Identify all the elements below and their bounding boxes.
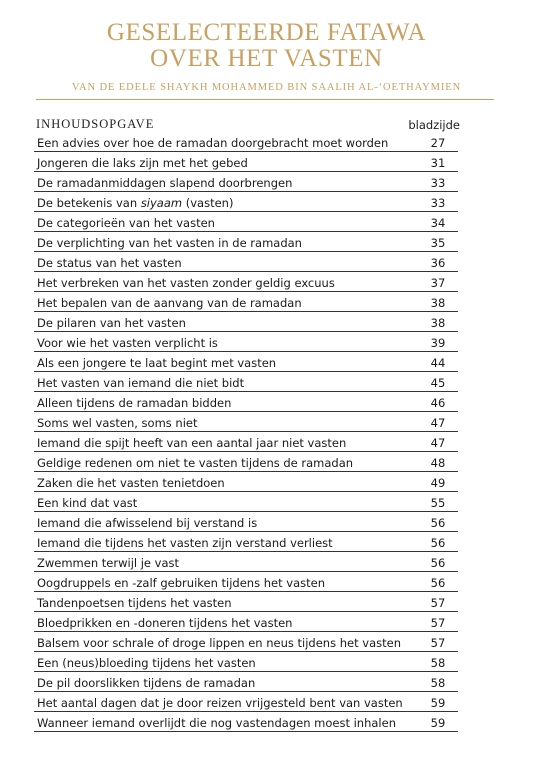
toc-entry-page: 56 [430, 536, 446, 550]
toc-entry [34, 632, 458, 652]
toc-entry-title-part: (vasten) [182, 196, 234, 210]
toc-entry-title: Bloedprikken en -doneren tijdens het vasten [37, 616, 293, 630]
toc-entry-title: Zwemmen terwijl je vast [37, 556, 180, 570]
toc-entry-page: 56 [430, 556, 446, 570]
toc-entry [34, 532, 458, 552]
toc-entry [34, 252, 458, 272]
toc-entry-title: Een kind dat vast [37, 496, 138, 510]
toc-entry-page: 46 [430, 396, 446, 410]
toc-entry-page: 57 [430, 636, 446, 650]
toc-entry [34, 212, 458, 232]
toc-entry-page: 47 [430, 436, 446, 450]
toc-entry-title: Het bepalen van de aanvang van de ramadan [37, 296, 302, 310]
toc-entry [34, 372, 458, 392]
toc-entry [34, 232, 458, 252]
toc-entry [34, 332, 458, 352]
title-line-1: GESELECTEERDE FATAWA [106, 19, 427, 46]
document-title [0, 20, 533, 72]
toc-entry-page: 56 [430, 576, 446, 590]
toc-entry-title-italic: siyaam [140, 196, 183, 210]
table-of-contents [34, 132, 458, 732]
toc-entry-title: De status van het vasten [37, 256, 182, 270]
toc-entry [34, 412, 458, 432]
toc-entry-page: 33 [430, 196, 446, 210]
toc-entry-title: Een advies over hoe de ramadan doorgebracht moet worden [37, 136, 389, 150]
toc-entry-title: Een (neus)bloeding tijdens het vasten [37, 656, 256, 670]
header-divider [36, 99, 494, 100]
toc-entry-title: Voor wie het vasten verplicht is [37, 336, 218, 350]
toc-entry [34, 472, 458, 492]
toc-entry-title: Iemand die tijdens het vasten zijn verstand verliest [37, 536, 333, 550]
toc-entry-title: Balsem voor schrale of droge lippen en neus tijdens het vasten [37, 636, 401, 650]
toc-entry-page: 39 [430, 336, 446, 350]
toc-entry-page: 56 [430, 516, 446, 530]
toc-entry-title: Soms wel vasten, soms niet [37, 416, 198, 430]
toc-entry-title: Het aantal dagen dat je door reizen vrijgesteld bent van vasten [37, 696, 403, 710]
toc-entry [34, 592, 458, 612]
toc-entry-page: 38 [430, 316, 446, 330]
toc-entry [34, 152, 458, 172]
toc-entry [34, 272, 458, 292]
toc-entry-page: 36 [430, 256, 446, 270]
toc-heading: INHOUDSOPGAVE [36, 117, 155, 131]
toc-entry-title-part: De betekenis van [37, 196, 141, 210]
toc-entry-page: 33 [430, 176, 446, 190]
toc-entry-page: 47 [430, 416, 446, 430]
toc-entry [34, 312, 458, 332]
toc-entry-title: De ramadanmiddagen slapend doorbrengen [37, 176, 293, 190]
toc-entry [34, 512, 458, 532]
toc-entry [34, 292, 458, 312]
toc-entry-title: Iemand die spijt heeft van een aantal jaar niet vasten [37, 436, 347, 450]
toc-entry-title: Alleen tijdens de ramadan bidden [37, 396, 232, 410]
toc-entry-page: 35 [430, 236, 446, 250]
toc-entry [34, 652, 458, 672]
toc-entry-page: 31 [430, 156, 446, 170]
toc-entry-title: Jongeren die laks zijn met het gebed [37, 156, 248, 170]
toc-entry-title: De pilaren van het vasten [37, 316, 186, 330]
toc-entry-page: 48 [430, 456, 446, 470]
toc-entry [34, 492, 458, 512]
toc-entry-title: Oogdruppels en -zalf gebruiken tijdens het vasten [37, 576, 325, 590]
toc-entry [34, 352, 458, 372]
toc-entry-page: 37 [430, 276, 446, 290]
toc-entry-page: 58 [430, 676, 446, 690]
toc-entry-page: 55 [430, 496, 446, 510]
toc-entry-title: Het vasten van iemand die niet bidt [37, 376, 245, 390]
toc-entry-title: De verplichting van het vasten in de ramadan [37, 236, 302, 250]
toc-entry [34, 452, 458, 472]
toc-entry-title: Geldige redenen om niet te vasten tijdens de ramadan [37, 456, 354, 470]
toc-entry [34, 712, 458, 732]
toc-entry-page: 59 [430, 696, 446, 710]
toc-entry [34, 392, 458, 412]
title-line-2: OVER HET VASTEN [150, 45, 383, 72]
toc-entry [34, 192, 458, 212]
document-subtitle: VAN DE EDELE SHAYKH MOHAMMED BIN SAALIH AL-‘OETHAYMIEN [71, 82, 462, 93]
toc-entry-page: 59 [430, 716, 446, 730]
toc-entry-title: Het verbreken van het vasten zonder geldig excuus [37, 276, 335, 290]
toc-entry-title: Zaken die het vasten tenietdoen [37, 476, 225, 490]
toc-entry-page: 58 [430, 656, 446, 670]
toc-entry-title: Iemand die afwisselend bij verstand is [37, 516, 258, 530]
toc-entry-title: Wanneer iemand overlijdt die nog vastendagen moest inhalen [37, 716, 396, 730]
toc-entry-title: Als een jongere te laat begint met vasten [37, 356, 277, 370]
toc-entry-page: 45 [430, 376, 446, 390]
toc-entry [34, 432, 458, 452]
toc-entry [34, 172, 458, 192]
toc-entry-title: De categorieën van het vasten [37, 216, 215, 230]
toc-entry-page: 44 [430, 356, 446, 370]
toc-entry-page: 38 [430, 296, 446, 310]
toc-entry-title: Tandenpoetsen tijdens het vasten [37, 596, 232, 610]
toc-entry [34, 132, 458, 152]
toc-entry [34, 612, 458, 632]
page-column-heading: bladzijde [408, 118, 460, 132]
toc-entry-page: 27 [430, 136, 446, 150]
toc-entry [34, 672, 458, 692]
toc-entry-title: De pil doorslikken tijdens de ramadan [37, 676, 256, 690]
toc-entry-page: 57 [430, 616, 446, 630]
toc-entry [34, 572, 458, 592]
toc-entry-page: 49 [430, 476, 446, 490]
toc-entry-title [37, 196, 418, 210]
toc-entry-page: 34 [430, 216, 446, 230]
toc-entry [34, 552, 458, 572]
toc-entry-page: 57 [430, 596, 446, 610]
toc-entry [34, 692, 458, 712]
